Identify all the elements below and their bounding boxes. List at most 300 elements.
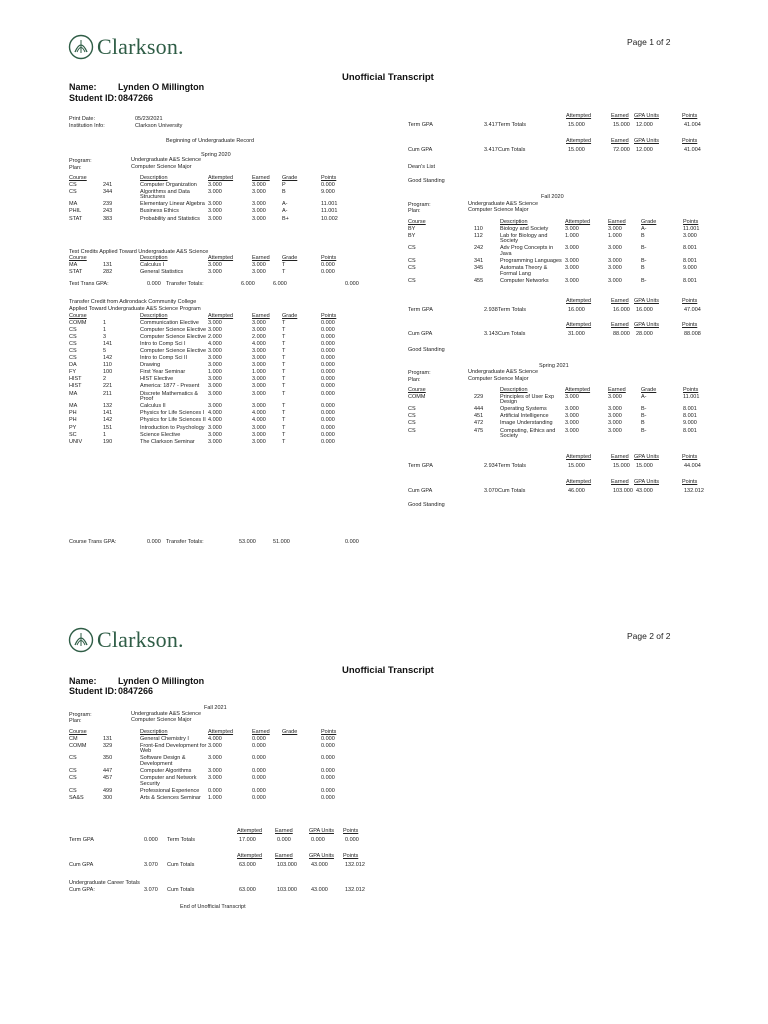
summary-column-header: GPA Units: [309, 853, 334, 859]
gpa-label: Cum GPA: [408, 331, 433, 337]
program-value: Undergraduate A&S Science: [468, 201, 539, 207]
gpa-label: Cum GPA: [69, 862, 94, 868]
spring2021-course-table: [408, 388, 723, 441]
program-value: Undergraduate A&S Science: [131, 711, 202, 717]
points: 8.001: [683, 258, 697, 265]
attempted: 3.000: [208, 319, 222, 326]
test-gpa: 0.000: [147, 281, 161, 287]
points: 0.000: [321, 369, 335, 376]
earned: 0.000: [252, 794, 266, 801]
gpa-units-total: 28.000: [636, 331, 653, 337]
attempted: 3.000: [208, 201, 222, 208]
points-total: 0.000: [345, 837, 359, 843]
transfer-gpa: 0.000: [147, 539, 161, 545]
course-subject: STAT: [69, 215, 83, 222]
points: 0.000: [321, 438, 335, 445]
term-heading: Fall 2020: [541, 194, 564, 200]
summary-column-header: Points: [682, 479, 698, 485]
summary-column-header: Earned: [611, 298, 629, 304]
course-number: 239: [103, 201, 113, 208]
course-subject: CS: [408, 277, 416, 284]
course-number: 447: [103, 768, 113, 775]
column-header: Earned: [608, 219, 626, 225]
column-header: Grade: [282, 729, 298, 735]
course-description: Physics for Life Sciences II: [140, 417, 206, 424]
table-row: [408, 429, 723, 442]
course-description: Computer Organization: [140, 181, 197, 188]
summary-column-header: Earned: [275, 853, 293, 859]
summary-column-header: Points: [682, 454, 698, 460]
summary-column-header: GPA Units: [634, 454, 659, 460]
course-number: 1: [103, 431, 107, 438]
summary-column-header: Attempted: [237, 828, 263, 834]
grade: T: [282, 383, 286, 390]
course-description: Artificial Intelligence: [500, 413, 549, 420]
course-subject: CS: [408, 420, 416, 427]
totals-label: Term Totals: [498, 307, 527, 313]
grade: [282, 769, 321, 776]
course-description: Elementary Linear Algebra: [140, 201, 205, 208]
grade: T: [282, 376, 286, 383]
course-subject: CS: [69, 347, 77, 354]
gpa-value: 3.070: [144, 862, 158, 868]
points: 9.000: [683, 265, 697, 272]
course-subject: COMM: [69, 319, 87, 326]
institution: Clarkson University: [135, 123, 183, 129]
course-number: 350: [103, 755, 113, 762]
course-number: 242: [474, 245, 484, 252]
grade: T: [282, 319, 286, 326]
course-number: 131: [103, 261, 113, 268]
course-subject: BY: [408, 232, 416, 239]
course-description: Business Ethics: [140, 208, 179, 215]
earned-total: 0.000: [277, 837, 291, 843]
totals-label: Cum Totals: [167, 887, 195, 893]
earned: 3.000: [252, 431, 266, 438]
grade: B-: [641, 245, 647, 252]
points: 0.000: [321, 742, 335, 749]
plan-label: Plan:: [408, 208, 421, 214]
course-description: Arts & Sciences Seminar: [140, 794, 201, 801]
grade: B-: [641, 427, 647, 434]
grade: T: [282, 403, 286, 410]
totals-label: Cum Totals: [167, 862, 195, 868]
course-description: Algorithms and Data Structures: [140, 188, 190, 201]
course-subject: MA: [69, 261, 78, 268]
course-number: 345: [474, 265, 484, 272]
summary-column-header: Points: [343, 828, 359, 834]
points: 8.001: [683, 406, 697, 413]
column-header: Course: [69, 255, 87, 261]
attempted: 3.000: [565, 277, 579, 284]
grade: [282, 789, 321, 796]
term-heading: Spring 2021: [539, 363, 569, 369]
student-id-label: Student ID:: [69, 93, 117, 103]
column-header: Description: [500, 219, 528, 225]
gpa-units-total: 15.000: [636, 463, 653, 469]
gpa-value: 0.000: [144, 837, 158, 843]
attempted: 1.000: [208, 369, 222, 376]
earned: 3.000: [252, 362, 266, 369]
course-description: Software Design & Development: [140, 755, 186, 767]
attempted: 3.000: [208, 347, 222, 354]
points: 8.001: [683, 277, 697, 284]
course-description: The Clarkson Seminar: [140, 438, 195, 445]
name-label: Name:: [69, 676, 97, 686]
course-subject: DA: [69, 362, 77, 369]
course-description: First Year Seminar: [140, 369, 186, 376]
course-number: 5: [103, 347, 107, 354]
transfer-points: 0.000: [345, 539, 359, 545]
attempted: 3.000: [565, 413, 579, 420]
column-header: Grade: [282, 313, 298, 319]
points: 3.000: [683, 232, 697, 239]
grade: [282, 744, 321, 757]
column-header: Attempted: [208, 255, 234, 261]
grade: B: [641, 232, 645, 239]
attempted: 0.000: [208, 787, 222, 794]
course-subject: CS: [408, 413, 416, 420]
course-number: 151: [103, 424, 113, 431]
course-description: Front-End Development for Web: [140, 742, 207, 755]
student-id-label: Student ID:: [69, 686, 117, 696]
earned: 4.000: [252, 410, 266, 417]
course-description: Physics for Life Sciences I: [140, 410, 205, 417]
points: 0.000: [321, 383, 335, 390]
earned-total: 15.000: [613, 463, 630, 469]
earned: 4.000: [252, 340, 266, 347]
course-subject: PY: [69, 424, 77, 431]
summary-column-header: GPA Units: [634, 322, 659, 328]
attempted: 3.000: [208, 208, 222, 215]
attempted: 4.000: [208, 340, 222, 347]
course-subject: BY: [408, 225, 416, 232]
spring2020-course-table: [69, 176, 351, 224]
points-total: 88.008: [684, 331, 701, 337]
course-description: Discrete Mathematics & Proof: [140, 390, 199, 403]
course-subject: CS: [69, 775, 77, 782]
earned: 2.000: [252, 333, 266, 340]
institution-label: Institution Info:: [69, 123, 105, 129]
course-number: 141: [103, 340, 113, 347]
student-id: 0847266: [118, 686, 154, 696]
grade: B-: [641, 277, 647, 284]
summary-column-header: Points: [682, 138, 698, 144]
earned: 3.000: [252, 268, 266, 275]
course-description: Programming Languages: [500, 258, 562, 265]
page-number: Page 1 of 2: [627, 37, 671, 47]
program-label: Program:: [69, 158, 92, 164]
course-number: 110: [474, 225, 483, 232]
good-standing: Good Standing: [408, 347, 445, 353]
course-subject: CS: [408, 427, 416, 434]
column-header: Description: [140, 175, 168, 181]
course-number: 211: [103, 390, 112, 397]
points: 8.001: [683, 245, 697, 252]
grade: A-: [282, 201, 288, 208]
column-header: Grade: [282, 175, 298, 181]
grade: T: [282, 326, 286, 333]
points: 11.001: [683, 225, 700, 232]
attempted: 4.000: [208, 735, 222, 742]
course-description: America: 1877 - Present: [140, 383, 200, 390]
gpa-value: 2.938: [484, 307, 498, 313]
course-description: Intro to Comp Sci II: [140, 355, 188, 362]
earned: 0.000: [252, 787, 266, 794]
earned: 3.000: [608, 245, 622, 252]
column-header: Points: [321, 255, 337, 261]
column-header: Points: [321, 175, 337, 181]
attempted: 3.000: [565, 265, 579, 272]
course-description: Biology and Society: [500, 225, 549, 232]
transfer-earned: 51.000: [273, 539, 290, 545]
course-number: 499: [103, 787, 113, 794]
earned: 3.000: [608, 393, 622, 400]
attempted: 3.000: [565, 420, 579, 427]
plan-label: Plan:: [69, 718, 82, 724]
points: 8.001: [683, 427, 697, 434]
course-number: 329: [103, 742, 113, 749]
attempted-total: 31.000: [568, 331, 585, 337]
attempted: 3.000: [208, 362, 222, 369]
course-description: Probability and Statistics: [140, 215, 200, 222]
summary-column-header: Points: [682, 113, 698, 119]
attempted-total: 17.000: [239, 837, 256, 843]
points-total: 44.004: [684, 463, 701, 469]
table-row: [69, 217, 351, 224]
course-subject: CS: [69, 787, 77, 794]
course-subject: MA: [69, 201, 78, 208]
earned-total: 15.000: [613, 122, 630, 128]
attempted: 3.000: [208, 742, 222, 749]
attempted: 1.000: [565, 232, 579, 239]
grade: T: [282, 424, 286, 431]
course-subject: PH: [69, 417, 77, 424]
course-subject: STAT: [69, 268, 83, 275]
column-header: Course: [69, 729, 87, 735]
earned: 3.000: [252, 347, 266, 354]
column-header: Attempted: [208, 313, 234, 319]
attempted: 3.000: [208, 390, 222, 397]
attempted: 3.000: [208, 768, 222, 775]
summary-column-header: GPA Units: [634, 138, 659, 144]
transfer-credit-table: [69, 314, 351, 447]
gpa-units-total: 12.000: [636, 122, 653, 128]
column-header: Course: [408, 219, 426, 225]
column-header: Description: [500, 387, 528, 393]
grade: B-: [641, 406, 647, 413]
points: 0.000: [321, 333, 335, 340]
attempted-total: 15.000: [568, 122, 585, 128]
plan-value: Computer Science Major: [131, 717, 192, 723]
totals-label: Cum Totals: [498, 147, 526, 153]
points: 0.000: [321, 390, 335, 397]
earned: 1.000: [252, 369, 266, 376]
points: 0.000: [321, 355, 335, 362]
student-id: 0847266: [118, 93, 154, 103]
transfer-totals-label: Transfer Totals:: [166, 539, 204, 545]
gpa-label: Term GPA: [408, 463, 433, 469]
earned: 0.000: [252, 775, 266, 782]
grade: [282, 756, 321, 769]
gpa-value: 3.143: [484, 331, 498, 337]
attempted: 3.000: [565, 427, 579, 434]
gpa-label: Cum GPA: [408, 488, 433, 494]
course-number: 300: [103, 794, 113, 801]
course-description: Calculus I: [140, 261, 165, 268]
grade: T: [282, 261, 286, 268]
course-subject: CS: [408, 245, 416, 252]
print-date-label: Print Date:: [69, 116, 95, 122]
attempted: 3.000: [208, 775, 222, 782]
points: 0.000: [321, 755, 335, 762]
attempted: 3.000: [565, 406, 579, 413]
table-row: [69, 440, 351, 447]
points-total: 132.012: [345, 862, 365, 868]
totals-label: Term Totals: [498, 463, 527, 469]
earned: 3.000: [252, 383, 266, 390]
points: 0.000: [321, 787, 335, 794]
grade: [282, 796, 321, 803]
good-standing: Good Standing: [408, 178, 445, 184]
course-number: 383: [103, 215, 113, 222]
attempted: 3.000: [208, 403, 222, 410]
column-header: Grade: [641, 219, 657, 225]
summary-column-header: Attempted: [566, 322, 592, 328]
earned-total: 103.000: [613, 488, 633, 494]
course-description: Operating Systems: [500, 406, 547, 413]
points: 9.000: [321, 188, 335, 195]
course-subject: CS: [408, 258, 416, 265]
course-subject: COMM: [408, 393, 426, 400]
course-subject: CS: [69, 333, 77, 340]
course-description: Computer and Network Security: [140, 775, 197, 787]
transfer-gpa-label: Course Trans GPA:: [69, 539, 117, 545]
points: 0.000: [321, 735, 335, 742]
course-subject: CS: [69, 326, 77, 333]
attempted: 3.000: [565, 225, 579, 232]
course-description: Computer Networks: [500, 277, 549, 284]
course-number: 341: [474, 258, 484, 265]
plan-value: Computer Science Major: [131, 164, 192, 170]
summary-column-header: Earned: [611, 479, 629, 485]
gpa-value: 2.934: [484, 463, 498, 469]
course-description: Adv Prog Concepts in Java: [500, 245, 554, 257]
course-number: 1: [103, 319, 107, 326]
course-description: Automata Theory & Formal Lang: [500, 265, 548, 277]
course-subject: MA: [69, 403, 78, 410]
summary-column-header: Attempted: [566, 138, 592, 144]
earned: 3.000: [252, 261, 266, 268]
column-header: Earned: [608, 387, 626, 393]
course-number: 241: [103, 181, 113, 188]
points: 10.002: [321, 215, 338, 222]
totals-label: Term Totals: [167, 837, 196, 843]
points: 11.001: [683, 393, 700, 400]
summary-column-header: GPA Units: [634, 298, 659, 304]
attempted-total: 16.000: [568, 307, 585, 313]
page-number: Page 2 of 2: [627, 631, 671, 641]
course-subject: SC: [69, 431, 77, 438]
points: 0.000: [321, 340, 335, 347]
grade: T: [282, 355, 286, 362]
column-header: Earned: [252, 313, 270, 319]
gpa-label: Term GPA: [69, 837, 94, 843]
program-label: Program:: [408, 370, 431, 376]
course-description: Communication Elective: [140, 319, 199, 326]
course-subject: CS: [408, 265, 416, 272]
points: 0.000: [321, 326, 335, 333]
student-name: Lynden O Millington: [118, 82, 205, 92]
course-subject: PH: [69, 410, 77, 417]
column-header: Grade: [282, 255, 298, 261]
course-description: Science Elective: [140, 431, 181, 438]
gpa-label: Cum GPA:: [69, 887, 95, 893]
attempted-total: 15.000: [568, 463, 585, 469]
summary-column-header: Earned: [275, 828, 293, 834]
plan-label: Plan:: [69, 165, 82, 171]
earned: 3.000: [608, 265, 622, 272]
transcript-title: Unofficial Transcript: [342, 72, 434, 83]
test-points: 0.000: [345, 281, 359, 287]
earned: 3.000: [252, 438, 266, 445]
column-header: Points: [321, 313, 337, 319]
grade: T: [282, 390, 286, 397]
course-number: 141: [103, 410, 113, 417]
course-subject: CS: [408, 406, 416, 413]
summary-column-header: Attempted: [566, 113, 592, 119]
summary-column-header: Earned: [611, 322, 629, 328]
gpa-units-total: 12.000: [636, 147, 653, 153]
grade: T: [282, 438, 286, 445]
course-subject: UNIV: [69, 438, 83, 445]
attempted: 4.000: [208, 417, 222, 424]
points: 11.001: [321, 208, 338, 215]
grade: T: [282, 347, 286, 354]
course-description: General Statistics: [140, 268, 184, 275]
test-attempted: 6.000: [241, 281, 255, 287]
course-description: General Chemistry I: [140, 735, 189, 742]
column-header: Points: [683, 387, 699, 393]
earned: 3.000: [252, 319, 266, 326]
course-number: 455: [474, 277, 484, 284]
course-subject: CS: [69, 340, 77, 347]
grade: A-: [282, 208, 288, 215]
earned: 1.000: [608, 232, 622, 239]
earned: 3.000: [252, 355, 266, 362]
points-total: 47.004: [684, 307, 701, 313]
course-description: Introduction to Psychology: [140, 424, 205, 431]
column-header: Course: [408, 387, 426, 393]
clarkson-logo: [68, 627, 184, 653]
grade: T: [282, 362, 286, 369]
attempted: 3.000: [208, 376, 222, 383]
grade: B: [282, 188, 286, 195]
column-header: Attempted: [208, 729, 234, 735]
earned: 3.000: [608, 277, 622, 284]
program-label: Program:: [69, 712, 92, 718]
points: 0.000: [321, 362, 335, 369]
course-description: HIST Elective: [140, 376, 174, 383]
plan-value: Computer Science Major: [468, 207, 529, 213]
table-row: [69, 796, 351, 803]
gpa-units-total: 43.000: [311, 887, 328, 893]
column-header: Earned: [252, 175, 270, 181]
points-total: 132.012: [345, 887, 365, 893]
course-description: Computer Science Elective: [140, 347, 207, 354]
grade: B+: [282, 215, 289, 222]
test-credits-table: [69, 256, 351, 277]
